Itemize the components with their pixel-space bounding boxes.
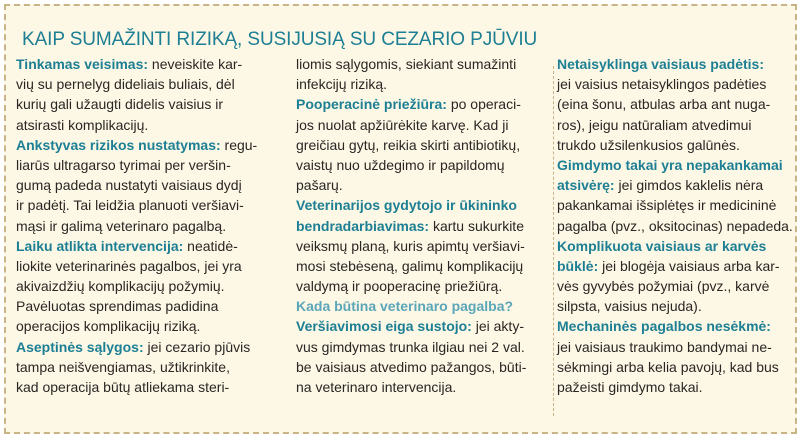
body-text: vaistų nuo uždegimo ir papildomų — [296, 156, 505, 173]
text-column-3 — [557, 54, 792, 397]
body-text: jei vaisius netaisyklingos padėties — [557, 76, 767, 93]
body-text: po operaci- — [446, 96, 521, 113]
run-heading: Veterinarijos gydytojo ir ūkininko — [296, 197, 517, 214]
text-line — [16, 236, 274, 256]
text-line — [296, 94, 548, 114]
text-line — [557, 135, 792, 155]
body-text: be vaisiaus atvedimo pažangos, būti- — [296, 358, 527, 375]
text-line — [16, 195, 274, 215]
text-line — [557, 296, 792, 316]
body-text: tampa neišvengiamas, užtikrinkite, — [16, 358, 230, 375]
body-text: akivaizdžių komplikacijų požymių. — [16, 278, 225, 295]
body-text: atsirasti komplikacijų. — [16, 116, 149, 133]
text-line — [16, 357, 274, 377]
text-line — [557, 94, 792, 114]
text-line — [16, 115, 274, 135]
body-text: jei gimdos kaklelis nėra — [614, 177, 764, 194]
body-text: mosi stebėseną, galimų komplikacijų — [296, 257, 524, 274]
text-line — [557, 74, 792, 94]
body-text: vus gimdymas trunka ilgiau nei 2 val. — [296, 338, 525, 355]
text-line — [296, 54, 548, 74]
run-heading: Ankstyvas rizikos nustatymas: — [16, 136, 221, 153]
text-line — [16, 216, 274, 236]
run-heading: atsivėrę: — [557, 177, 615, 194]
body-text: silpsta, vaisius nejuda). — [557, 298, 702, 315]
body-text: Pavėluotas sprendimas padidina — [16, 298, 219, 315]
text-column-2 — [296, 54, 548, 397]
text-line — [16, 377, 274, 397]
text-line — [16, 256, 274, 276]
text-line — [16, 175, 274, 195]
body-text: neatidė- — [183, 237, 238, 254]
text-line — [16, 337, 274, 357]
text-line — [296, 316, 548, 336]
text-line — [16, 74, 274, 94]
body-text: sėkmingi arba kelia pavojų, kad bus — [557, 358, 779, 375]
text-line — [557, 115, 792, 135]
body-text: ir padėtį. Tai leidžia planuoti veršiavi- — [16, 197, 244, 214]
text-line — [16, 155, 274, 175]
run-heading: Gimdymo takai yra nepakankamai — [557, 156, 783, 173]
body-text: kad operacija būtų atliekama steri- — [16, 379, 230, 395]
run-heading: Komplikuota vaisiaus ar karvės — [557, 237, 767, 254]
text-line — [296, 74, 548, 94]
body-text: mąsi ir galimą veterinaro pagalbą. — [16, 217, 227, 234]
text-line — [296, 115, 548, 135]
text-column-1 — [16, 54, 274, 397]
body-text: jei blogėja vaisiaus arba kar- — [598, 257, 780, 274]
text-line — [296, 256, 548, 276]
body-text: trukdo užsilenkusios galūnės. — [557, 136, 740, 153]
run-heading: Netaisyklinga vaisiaus padėtis: — [557, 56, 764, 72]
column-divider — [553, 66, 554, 416]
text-line — [557, 195, 792, 215]
body-text: jei vaisiaus traukimo bandymai ne- — [557, 338, 772, 355]
body-text: liarūs ultragarso tyrimai per veršin- — [16, 156, 231, 173]
text-line — [557, 175, 792, 195]
run-heading: Pooperacinė priežiūra: — [296, 96, 447, 113]
body-text: jei cezario pjūvis — [143, 338, 251, 355]
body-text: (eina šonu, atbulas arba ant nuga- — [557, 96, 771, 113]
text-line — [16, 94, 274, 114]
body-text: valdymą ir pooperacinę priežiūrą. — [296, 278, 503, 295]
text-line — [557, 377, 792, 397]
text-line — [296, 195, 548, 215]
box-heading: KAIP SUMAŽINTI RIZIKĄ, SUSIJUSIĄ SU CEZARIO PJŪVIU — [22, 29, 538, 50]
text-line — [296, 357, 548, 377]
text-line — [557, 316, 792, 336]
body-text: ros), jeigu natūraliam atvedimui — [557, 116, 752, 133]
text-line — [557, 155, 792, 175]
body-text: kurių gali užaugti didelis vaisius ir — [16, 96, 223, 113]
body-text: pagalba (pvz., oksitocinas) nepadeda. — [557, 217, 793, 234]
text-line — [296, 155, 548, 175]
run-heading: Tinkamas veisimas: — [16, 56, 149, 72]
run-heading: Kada būtina veterinaro pagalba? — [296, 298, 514, 315]
text-line — [296, 175, 548, 195]
text-line — [557, 357, 792, 377]
text-line — [16, 316, 274, 336]
body-text: veiksmų planą, kuris apimtų veršiavi- — [296, 237, 525, 254]
text-line — [16, 135, 274, 155]
run-heading: būklė: — [557, 257, 599, 274]
body-text: regu- — [220, 136, 258, 153]
text-line — [296, 337, 548, 357]
body-text: jei akty- — [471, 318, 524, 335]
body-text: operacijos komplikacijų riziką. — [16, 318, 201, 335]
run-heading: Aseptinės sąlygos: — [16, 338, 144, 355]
text-line — [296, 135, 548, 155]
body-text: pažeisti gimdymo takai. — [557, 379, 703, 395]
body-text: vių su pernelyg dideliais buliais, dėl — [16, 76, 235, 93]
body-text: liomis sąlygomis, siekiant sumažinti — [296, 56, 517, 72]
body-text: na veterinaro intervencija. — [296, 379, 457, 395]
text-line — [296, 296, 548, 316]
text-line — [557, 337, 792, 357]
text-line — [16, 296, 274, 316]
text-line — [557, 216, 792, 236]
text-line — [296, 276, 548, 296]
body-text: greičiau gytų, reikia skirti antibiotikų, — [296, 136, 521, 153]
text-line — [557, 276, 792, 296]
text-line — [16, 276, 274, 296]
text-line — [557, 54, 792, 74]
text-line — [557, 236, 792, 256]
text-line — [557, 256, 792, 276]
run-heading: bendradarbiavimas: — [296, 217, 430, 234]
body-text: liokite veterinarinės pagalbos, jei yra — [16, 257, 242, 274]
text-line — [16, 54, 274, 74]
body-text: gumą padeda nustatyti vaisiaus dydį — [16, 177, 242, 194]
body-text: kartu sukurkite — [429, 217, 524, 234]
run-heading: Veršiavimosi eiga sustojo: — [296, 318, 472, 335]
run-heading: Mechaninės pagalbos nesėkmė: — [557, 318, 771, 335]
body-text: pašarų. — [296, 177, 343, 194]
body-text: pakankamai išsiplėtęs ir medicininė — [557, 197, 777, 214]
body-text: vės gyvybės požymiai (pvz., karvė — [557, 278, 770, 295]
body-text: neveiskite kar- — [148, 56, 243, 72]
body-text: jos nuolat apžiūrėkite karvę. Kad ji — [296, 116, 509, 133]
text-line — [296, 216, 548, 236]
text-line — [296, 236, 548, 256]
text-line — [296, 377, 548, 397]
run-heading: Laiku atlikta intervencija: — [16, 237, 184, 254]
body-text: infekcijų riziką. — [296, 76, 388, 93]
